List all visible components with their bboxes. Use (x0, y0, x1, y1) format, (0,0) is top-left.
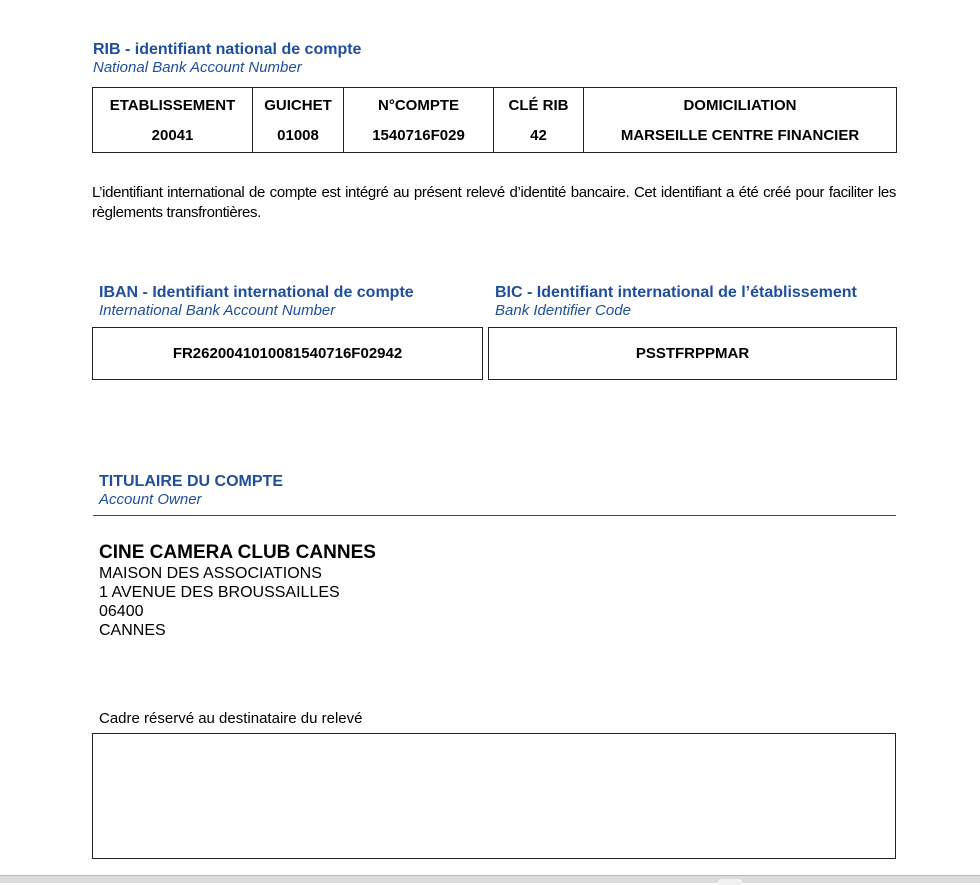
header-etablissement: ETABLISSEMENT (93, 88, 253, 121)
iban-value: FR2620041010081540716F02942 (172, 345, 403, 362)
owner-address-line: 1 AVENUE DES BROUSSAILLES (99, 584, 340, 601)
iban-subtitle: International Bank Account Number (99, 302, 336, 319)
bic-value: PSSTFRPPMAR (635, 345, 750, 362)
rib-title: RIB - identifiant national de compte (93, 41, 362, 58)
header-numero-compte: N°COMPTE (344, 88, 494, 121)
header-guichet: GUICHET (253, 88, 344, 121)
owner-subtitle: Account Owner (99, 491, 202, 508)
iban-value-box (92, 327, 483, 380)
rib-subtitle: National Bank Account Number (93, 59, 302, 76)
rib-value-row (93, 120, 897, 153)
recipient-frame-label: Cadre réservé au destinataire du relevé (99, 710, 363, 727)
iban-title: IBAN - Identifiant international de compte (99, 284, 414, 301)
rib-heading (93, 41, 361, 77)
bic-title: BIC - Identifiant international de l’établissement (495, 284, 857, 301)
bic-value-box (488, 327, 897, 380)
iban-note: L’identifiant international de compte est intégré au présent relevé d’identité bancaire. Cet identifiant a été créé pour faciliter les règlements transfrontières. (92, 184, 896, 221)
owner-block (99, 542, 376, 640)
bic-heading (495, 284, 857, 320)
value-numero-compte: 1540716F029 (344, 120, 494, 153)
horizontal-scrollbar[interactable] (0, 875, 980, 883)
scrollbar-thumb[interactable] (718, 879, 742, 885)
owner-title: TITULAIRE DU COMPTE (99, 473, 283, 490)
iban-heading (99, 284, 414, 320)
owner-divider (93, 515, 896, 516)
owner-name: CINE CAMERA CLUB CANNES (99, 542, 376, 563)
owner-postal-code: 06400 (99, 603, 144, 620)
owner-heading (99, 473, 283, 509)
header-cle-rib: CLÉ RIB (494, 88, 584, 121)
value-domiciliation: MARSEILLE CENTRE FINANCIER (584, 120, 897, 153)
rib-header-row (93, 88, 897, 121)
value-guichet: 01008 (253, 120, 344, 153)
owner-address-line: MAISON DES ASSOCIATIONS (99, 565, 322, 582)
owner-city: CANNES (99, 622, 166, 639)
header-domiciliation: DOMICILIATION (584, 88, 897, 121)
bic-subtitle: Bank Identifier Code (495, 302, 631, 319)
recipient-frame-box (92, 733, 896, 859)
value-cle-rib: 42 (494, 120, 584, 153)
rib-table (92, 87, 897, 153)
value-etablissement: 20041 (93, 120, 253, 153)
